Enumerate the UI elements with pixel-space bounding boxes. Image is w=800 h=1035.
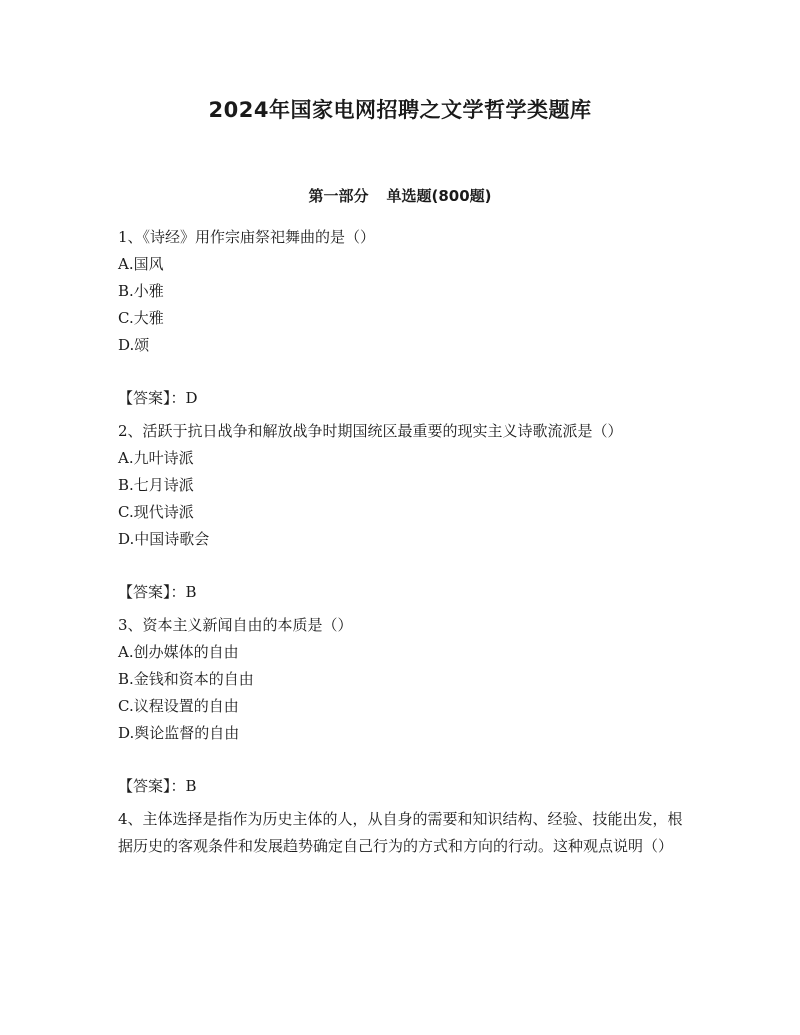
question-stem: 2、活跃于抗日战争和解放战争时期国统区最重要的现实主义诗歌流派是（） xyxy=(118,422,623,440)
question-block xyxy=(118,418,688,606)
option-b: B.七月诗派 xyxy=(118,476,194,494)
option-a: A.创办媒体的自由 xyxy=(118,643,239,661)
question-stem: 3、资本主义新闻自由的本质是（） xyxy=(118,616,353,634)
option-d: D.中国诗歌会 xyxy=(118,530,210,548)
option-b: B.小雅 xyxy=(118,282,164,300)
option-c: C.现代诗派 xyxy=(118,503,194,521)
answer-line xyxy=(118,773,688,800)
answer-label: 【答案】： xyxy=(118,389,186,407)
section-heading xyxy=(0,185,800,206)
answer-line xyxy=(118,385,688,412)
question-block xyxy=(118,612,688,800)
question-block xyxy=(118,224,688,412)
question-stem: 1、《诗经》用作宗庙祭祀舞曲的是（） xyxy=(118,228,376,246)
option-b: B.金钱和资本的自由 xyxy=(118,670,254,688)
option-c: C.大雅 xyxy=(118,309,164,327)
answer-value: B xyxy=(185,583,197,601)
option-a: A.国风 xyxy=(118,255,164,273)
answer-label: 【答案】： xyxy=(118,583,186,601)
question-block xyxy=(118,806,688,860)
section-part: 第一部分 xyxy=(308,187,369,205)
answer-value: D xyxy=(185,389,198,407)
option-d: D.颂 xyxy=(118,336,150,354)
answer-label: 【答案】： xyxy=(118,777,186,795)
question-stem: 4、主体选择是指作为历史主体的人，从自身的需要和知识结构、经验、技能出发，根据历史的客观条件和发展趋势确定自己行为的方式和方向的行动。这种观点说明（） xyxy=(118,810,683,855)
answer-line xyxy=(118,579,688,606)
option-d: D.舆论监督的自由 xyxy=(118,724,240,742)
option-a: A.九叶诗派 xyxy=(118,449,194,467)
question-list xyxy=(118,224,688,860)
option-c: C.议程设置的自由 xyxy=(118,697,239,715)
answer-value: B xyxy=(185,777,197,795)
document-title: 2024年国家电网招聘之文学哲学类题库 xyxy=(208,98,592,122)
section-name: 单选题(800题) xyxy=(386,187,492,205)
